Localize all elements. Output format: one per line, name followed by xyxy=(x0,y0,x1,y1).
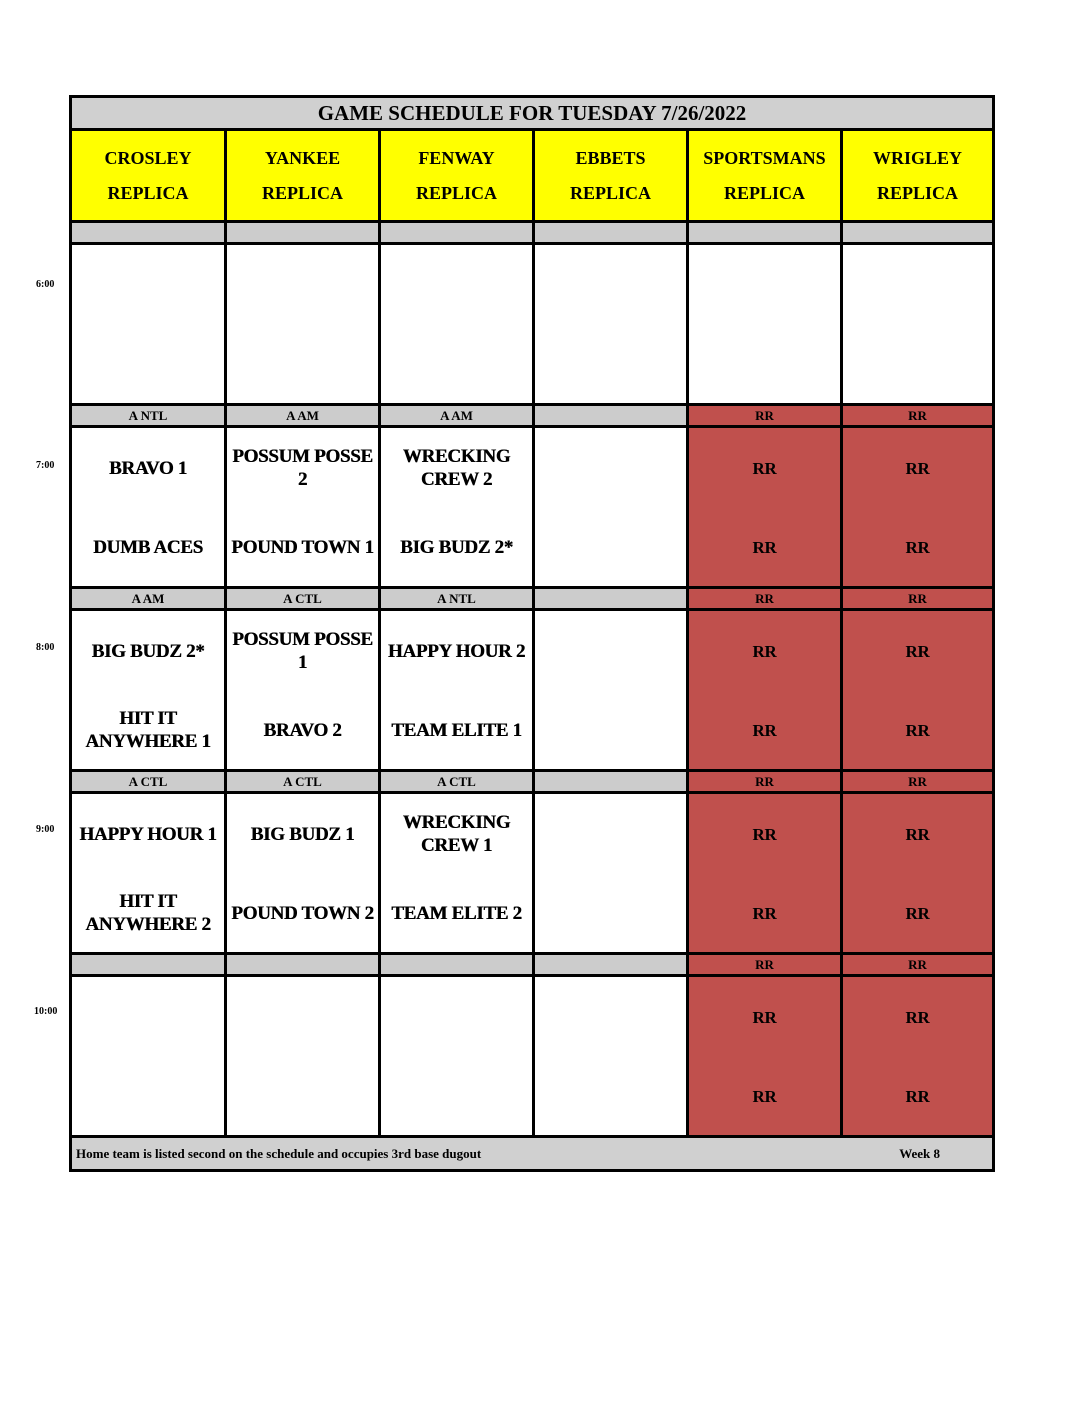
page-title: GAME SCHEDULE FOR TUESDAY 7/26/2022 xyxy=(72,98,992,131)
game-cell xyxy=(535,977,689,1138)
game-cell xyxy=(72,428,227,589)
field-header: SPORTSMANS REPLICA xyxy=(689,131,843,223)
game-cell xyxy=(689,794,843,955)
home-team: RR xyxy=(905,1086,930,1106)
game-cell xyxy=(689,611,843,772)
game-cell xyxy=(843,611,992,772)
game-cell xyxy=(72,611,227,772)
division-label: A CTL xyxy=(227,772,381,794)
home-team: TEAM ELITE 1 xyxy=(391,719,522,741)
away-team: POSSUM POSSE 1 xyxy=(232,629,373,673)
division-row xyxy=(72,955,992,977)
away-team: HAPPY HOUR 1 xyxy=(79,823,217,845)
division-label: A CTL xyxy=(381,772,535,794)
division-label xyxy=(72,955,227,977)
field-header: WRIGLEY REPLICA xyxy=(843,131,992,223)
division-label xyxy=(535,955,689,977)
home-team: POUND TOWN 2 xyxy=(231,902,374,924)
game-row xyxy=(72,428,992,589)
division-label xyxy=(72,223,227,245)
division-label xyxy=(381,223,535,245)
home-team: TEAM ELITE 2 xyxy=(391,902,522,924)
away-team: RR xyxy=(752,458,777,478)
game-cell xyxy=(535,245,689,406)
away-team: HAPPY HOUR 2 xyxy=(387,640,526,662)
game-cell xyxy=(381,611,535,772)
game-row xyxy=(72,977,992,1138)
home-team: RR xyxy=(905,537,930,557)
home-team: RR xyxy=(752,1086,777,1106)
division-row xyxy=(72,406,992,428)
field-header: EBBETS REPLICA xyxy=(535,131,689,223)
home-team: BIG BUDZ 2* xyxy=(400,536,513,558)
division-label xyxy=(535,406,689,428)
division-label: RR xyxy=(689,406,843,428)
game-cell xyxy=(381,794,535,955)
game-cell xyxy=(535,428,689,589)
division-label: RR xyxy=(689,589,843,611)
field-header: FENWAY REPLICA xyxy=(381,131,535,223)
division-label xyxy=(227,223,381,245)
home-team: HIT IT ANYWHERE 2 xyxy=(85,891,211,935)
game-cell xyxy=(843,428,992,589)
field-header-row xyxy=(72,131,992,223)
away-team: RR xyxy=(752,824,777,844)
division-label xyxy=(689,223,843,245)
home-team: BRAVO 2 xyxy=(263,719,342,741)
division-label: A NTL xyxy=(72,406,227,428)
away-team: WRECKING CREW 2 xyxy=(402,446,511,490)
division-label: A AM xyxy=(381,406,535,428)
field-header: CROSLEY REPLICA xyxy=(72,131,227,223)
division-label xyxy=(535,772,689,794)
game-cell xyxy=(72,977,227,1138)
away-team: RR xyxy=(905,641,930,661)
home-team: POUND TOWN 1 xyxy=(231,536,374,558)
division-label: A CTL xyxy=(227,589,381,611)
away-team: RR xyxy=(905,1007,930,1027)
field-header: YANKEE REPLICA xyxy=(227,131,381,223)
game-cell xyxy=(535,794,689,955)
away-team: BRAVO 1 xyxy=(109,457,187,479)
schedule-table xyxy=(69,95,995,1172)
week-label: Week 8 xyxy=(899,1145,940,1161)
game-cell xyxy=(227,428,381,589)
home-team: RR xyxy=(752,537,777,557)
game-cell xyxy=(689,428,843,589)
game-cell xyxy=(381,977,535,1138)
game-cell xyxy=(535,611,689,772)
away-team: BIG BUDZ 1 xyxy=(250,823,355,845)
home-team: RR xyxy=(752,720,777,740)
division-label: RR xyxy=(843,589,992,611)
division-label: A CTL xyxy=(72,772,227,794)
division-row xyxy=(72,223,992,245)
home-team: RR xyxy=(905,720,930,740)
away-team: BIG BUDZ 2* xyxy=(91,640,205,662)
game-cell xyxy=(689,977,843,1138)
home-team: RR xyxy=(752,903,777,923)
game-cell xyxy=(843,977,992,1138)
game-cell xyxy=(227,794,381,955)
division-label: RR xyxy=(689,955,843,977)
time-label-7: 7:00 xyxy=(36,460,55,471)
game-row xyxy=(72,794,992,955)
division-label: RR xyxy=(843,772,992,794)
division-label xyxy=(381,955,535,977)
game-cell xyxy=(843,245,992,406)
division-label: RR xyxy=(843,955,992,977)
away-team: POSSUM POSSE 2 xyxy=(232,446,373,490)
away-team: RR xyxy=(905,824,930,844)
footer-bar xyxy=(72,1138,992,1169)
game-row xyxy=(72,245,992,406)
home-team: HIT IT ANYWHERE 1 xyxy=(85,708,211,752)
game-cell xyxy=(689,245,843,406)
game-cell xyxy=(227,977,381,1138)
game-row xyxy=(72,611,992,772)
game-cell xyxy=(381,428,535,589)
game-cell xyxy=(72,245,227,406)
time-label-9: 9:00 xyxy=(36,824,55,835)
away-team: RR xyxy=(752,1007,777,1027)
division-label xyxy=(227,955,381,977)
division-row xyxy=(72,772,992,794)
division-label: RR xyxy=(689,772,843,794)
time-label-10: 10:00 xyxy=(34,1006,58,1017)
away-team: RR xyxy=(905,458,930,478)
division-label xyxy=(843,223,992,245)
game-cell xyxy=(843,794,992,955)
division-label: A AM xyxy=(227,406,381,428)
home-team: DUMB ACES xyxy=(93,536,203,558)
away-team: RR xyxy=(752,641,777,661)
footer-note: Home team is listed second on the schedule and occupies 3rd base dugout xyxy=(76,1145,482,1161)
division-label: A NTL xyxy=(381,589,535,611)
game-cell xyxy=(381,245,535,406)
division-row xyxy=(72,589,992,611)
division-label: RR xyxy=(843,406,992,428)
time-slots xyxy=(72,223,992,1138)
division-label xyxy=(535,223,689,245)
division-label: A AM xyxy=(72,589,227,611)
time-label-8: 8:00 xyxy=(36,642,55,653)
game-cell xyxy=(72,794,227,955)
time-label-6: 6:00 xyxy=(36,279,55,290)
game-cell xyxy=(227,245,381,406)
game-cell xyxy=(227,611,381,772)
division-label xyxy=(535,589,689,611)
away-team: WRECKING CREW 1 xyxy=(402,812,511,856)
home-team: RR xyxy=(905,903,930,923)
